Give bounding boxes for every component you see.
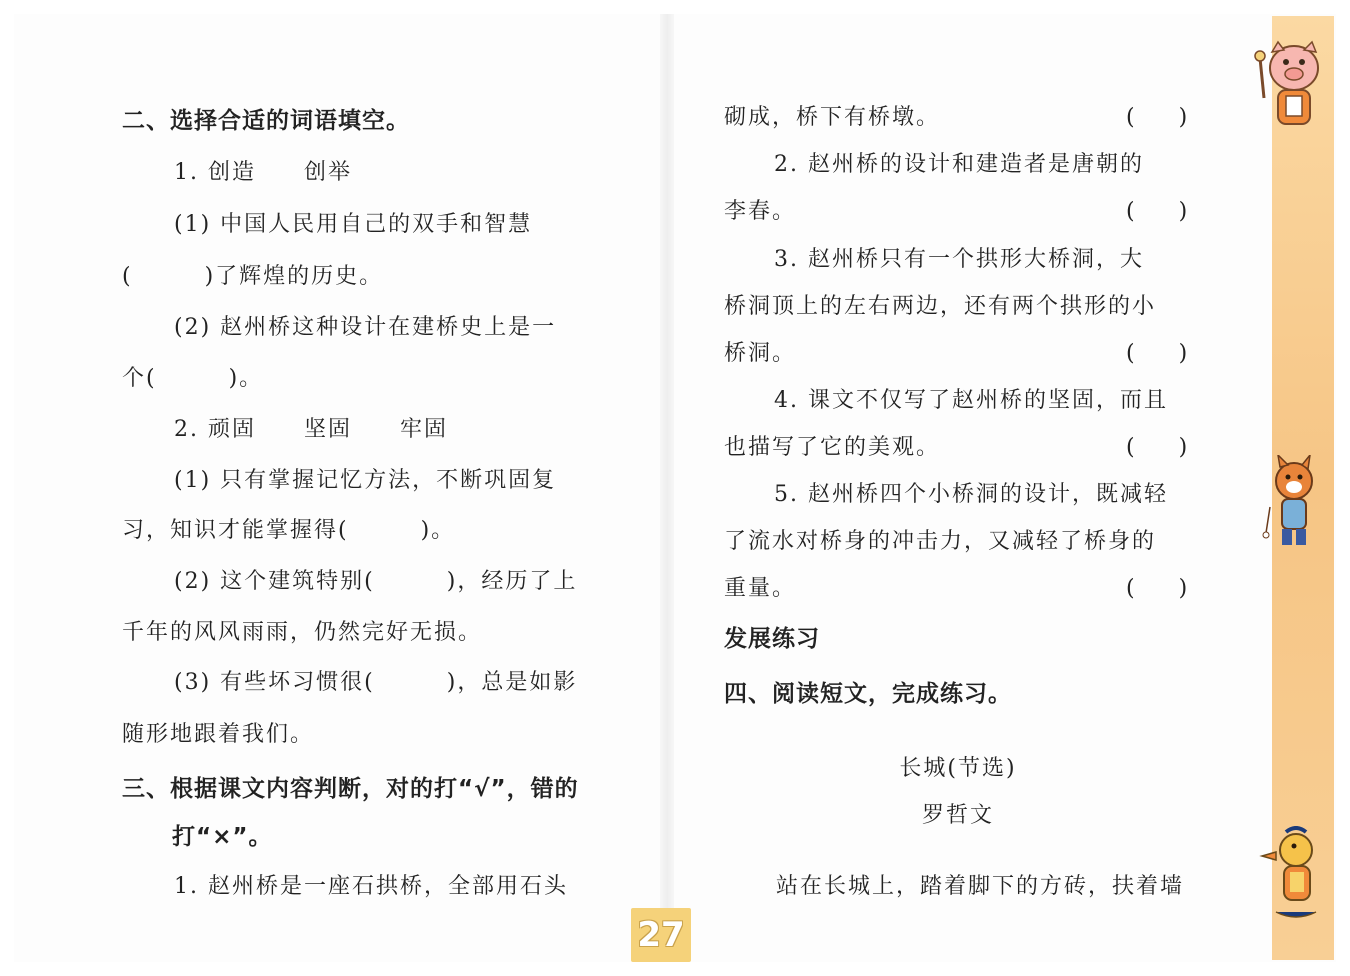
q1-1-line-a: (1) 中国人民用自己的双手和智慧 (174, 212, 533, 237)
page-number: 27 (637, 915, 685, 955)
judge-5-line-b: 了流水对桥身的冲击力，又减轻了桥身的 (724, 529, 1157, 554)
section-3-title-b: 打“×”。 (172, 824, 273, 850)
page-number-badge (631, 908, 691, 962)
judge-4-line-a: 4. 课文不仅写了赵州桥的坚固，而且 (774, 388, 1168, 413)
q2-1-line-a: (1) 只有掌握记忆方法，不断巩固复 (174, 468, 557, 493)
judge-4-answer: ( ) (1126, 435, 1188, 460)
judge-1-line-a: 1. 赵州桥是一座石拱桥，全部用石头 (174, 874, 568, 899)
article-author: 罗哲文 (921, 803, 994, 828)
q2-3-line-a: (3) 有些坏习惯很( )，总是如影 (174, 670, 578, 695)
judge-5-answer: ( ) (1126, 576, 1188, 601)
article-paragraph-1: 站在长城上，踏着脚下的方砖，扶着墙 (776, 874, 1185, 899)
q2-2-line-a: (2) 这个建筑特别( )，经历了上 (174, 569, 578, 594)
judge-3-line-b: 桥洞顶上的左右两边，还有两个拱形的小 (724, 294, 1157, 319)
q1-1-line-b: ( )了辉煌的历史。 (122, 264, 384, 289)
judge-3-line-c: 桥洞。 (724, 341, 797, 366)
q1-2-line-a: (2) 赵州桥这种设计在建桥史上是一 (174, 315, 557, 340)
section-2-title: 二、选择合适的词语填空。 (122, 108, 410, 134)
development-practice-title: 发展练习 (724, 626, 820, 652)
duck-mascot-icon (1256, 826, 1330, 926)
article-title: 长城(节选) (899, 756, 1017, 781)
q1-options: 1. 创造 创举 (174, 160, 352, 185)
judge-2-line-b: 李春。 (724, 199, 797, 224)
judge-2-line-a: 2. 赵州桥的设计和建造者是唐朝的 (774, 152, 1144, 177)
judge-3-line-a: 3. 赵州桥只有一个拱形大桥洞，大 (774, 247, 1144, 272)
judge-5-line-c: 重量。 (724, 576, 797, 601)
q2-2-line-b: 千年的风风雨雨，仍然完好无损。 (122, 620, 483, 645)
q2-1-line-b: 习，知识才能掌握得( )。 (122, 518, 456, 543)
judge-5-line-a: 5. 赵州桥四个小桥洞的设计，既减轻 (774, 482, 1168, 507)
section-4-title: 四、阅读短文，完成练习。 (724, 681, 1012, 707)
judge-1-line-b: 砌成，桥下有桥墩。 (724, 105, 941, 130)
judge-1-answer: ( ) (1126, 105, 1188, 130)
pig-mascot-icon (1250, 38, 1334, 134)
q2-options: 2. 顽固 坚固 牢固 (174, 417, 448, 442)
page-fold (660, 14, 674, 962)
fox-mascot-icon (1256, 455, 1326, 551)
q1-2-line-b: 个( )。 (122, 366, 264, 391)
judge-2-answer: ( ) (1126, 199, 1188, 224)
q2-3-line-b: 随形地跟着我们。 (122, 722, 315, 747)
judge-3-answer: ( ) (1126, 341, 1188, 366)
judge-4-line-b: 也描写了它的美观。 (724, 435, 941, 460)
section-3-title-a: 三、根据课文内容判断，对的打“√”，错的 (122, 776, 579, 802)
